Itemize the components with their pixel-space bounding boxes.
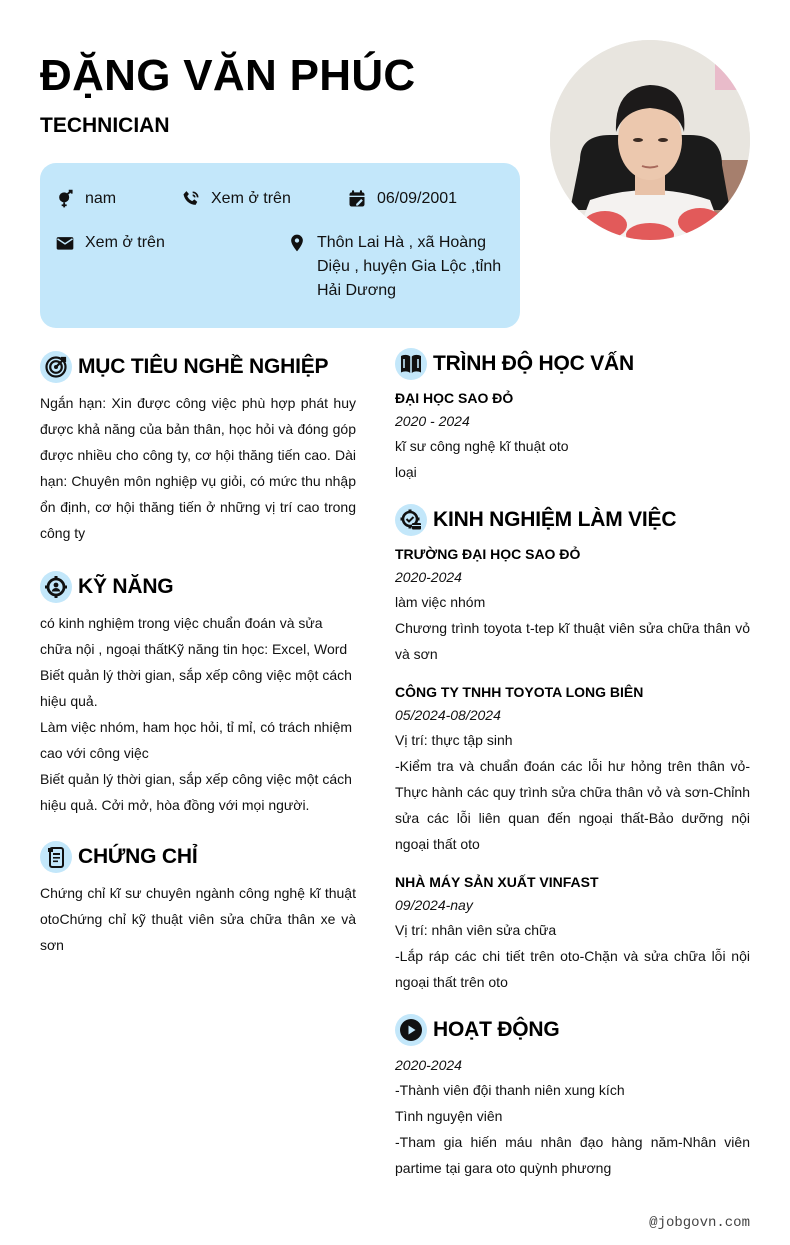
education-header — [395, 347, 750, 381]
objective-text: Ngắn hạn: Xin được công việc phù hợp phát huy được khả năng của bản thân, học hỏi và đóng góp được nhiều cho công ty, cơ hội thăng tiến cao. Dài hạn: Chuyên môn nghiệp vụ giỏi, có mức thu nhập ổn định, cơ hội thăng tiến ở những vị trí cao trong công ty — [40, 395, 356, 541]
education-period: 2020 - 2024 — [395, 413, 470, 429]
contact-info-panel — [40, 163, 520, 328]
activities-header — [395, 1013, 750, 1047]
avatar — [550, 40, 750, 240]
skill-line: Biết quản lý thời gian, sắp xếp công việc một cách hiệu quả. Cởi mở, hòa đồng với mọi người. — [40, 771, 352, 813]
book-icon — [395, 348, 427, 380]
right-column — [395, 347, 750, 1181]
skill-line: Làm việc nhóm, ham học hỏi, tỉ mỉ, có trách nhiệm cao với công việc — [40, 719, 353, 761]
gear-user-icon — [40, 571, 72, 603]
calendar-icon — [346, 188, 368, 210]
section-skills — [40, 570, 356, 818]
certificates-text: Chứng chỉ kĩ sư chuyên ngành công nghệ kĩ thuật otoChứng chỉ kỹ thuật viên sửa chữa thân xe và sơn — [40, 885, 356, 953]
address-value: Thôn Lai Hà , xã Hoàng Diệu , huyện Gia Lộc ,tỉnh Hải Dương — [317, 234, 502, 299]
school-name: ĐẠI HỌC SAO ĐỎ — [395, 390, 514, 406]
contact-phone — [180, 187, 291, 211]
location-pin-icon — [286, 232, 308, 254]
experience-desc: Chương trình toyota t-tep kĩ thuật viên sửa chữa thân vỏ và sơn — [395, 620, 750, 662]
experience-period: 05/2024-08/2024 — [395, 707, 501, 723]
objective-header — [40, 350, 356, 384]
activity-line: -Tham gia hiến máu nhân đạo hàng năm-Nhân viên partime tại gara oto quỳnh phương — [395, 1134, 750, 1176]
contact-birthday — [346, 187, 457, 211]
target-icon — [40, 351, 72, 383]
email-value[interactable]: Xem ở trên — [85, 234, 165, 251]
section-certificates — [40, 840, 356, 958]
certificates-header — [40, 840, 356, 874]
education-grade: loại — [395, 464, 417, 480]
experience-org: NHÀ MÁY SẢN XUẤT VINFAST — [395, 874, 599, 890]
job-title: TECHNICIAN — [40, 114, 170, 137]
skill-line: Biết quản lý thời gian, sắp xếp công việc một cách hiệu quả. — [40, 667, 352, 709]
footer-brand: @jobgovn.com — [649, 1215, 750, 1231]
experience-desc: -Kiểm tra và chuẩn đoán các lỗi hư hỏng trên thân vỏ-Thực hành các quy trình sửa chữa thân vỏ và sơn-Chỉnh sửa các lỗi liên quan đến ngoại thất-Bảo dưỡng nội ngoại thất oto — [395, 758, 750, 852]
experience-item — [395, 543, 750, 667]
contact-address — [286, 231, 506, 303]
envelope-icon — [54, 232, 76, 254]
activities-title: HOẠT ĐỘNG — [433, 1018, 560, 1041]
left-column — [40, 350, 356, 958]
certificates-title: CHỨNG CHỈ — [78, 845, 198, 868]
activity-line: -Thành viên đội thanh niên xung kích — [395, 1082, 625, 1098]
birthday-value: 06/09/2001 — [377, 190, 458, 207]
experience-role: Vị trí: thực tập sinh — [395, 732, 513, 748]
phone-value[interactable]: Xem ở trên — [211, 190, 291, 207]
skills-title: KỸ NĂNG — [78, 575, 174, 598]
experience-item — [395, 681, 750, 857]
experience-period: 09/2024-nay — [395, 897, 473, 913]
experience-header — [395, 503, 750, 537]
contact-email — [54, 231, 165, 255]
activity-line: Tình nguyện viên — [395, 1108, 503, 1124]
avatar-photo — [550, 40, 750, 240]
section-experience — [395, 503, 750, 995]
certificate-icon — [40, 841, 72, 873]
education-major: kĩ sư công nghệ kĩ thuật oto — [395, 438, 569, 454]
gear-check-icon — [395, 504, 427, 536]
education-title: TRÌNH ĐỘ HỌC VẤN — [433, 352, 634, 375]
section-activities — [395, 1013, 750, 1181]
play-circle-icon — [395, 1014, 427, 1046]
experience-role: làm việc nhóm — [395, 594, 486, 610]
candidate-name: ĐẶNG VĂN PHÚC — [40, 51, 416, 100]
activities-period: 2020-2024 — [395, 1057, 462, 1073]
section-education — [395, 347, 750, 485]
experience-org: CÔNG TY TNHH TOYOTA LONG BIÊN — [395, 684, 644, 700]
gender-icon — [54, 188, 76, 210]
experience-desc: -Lắp ráp các chi tiết trên oto-Chặn và sửa chữa lỗi nội ngoại thất trên oto — [395, 948, 750, 990]
experience-title: KINH NGHIỆM LÀM VIỆC — [433, 508, 677, 531]
contact-gender — [54, 187, 116, 211]
gender-value: nam — [85, 190, 117, 207]
experience-item — [395, 871, 750, 995]
experience-period: 2020-2024 — [395, 569, 462, 585]
objective-title: MỤC TIÊU NGHỀ NGHIỆP — [78, 355, 329, 378]
experience-role: Vị trí: nhân viên sửa chữa — [395, 922, 557, 938]
section-objective — [40, 350, 356, 546]
skill-line: có kinh nghiệm trong việc chuẩn đoán và sửa chữa nội , ngoại thấtKỹ năng tin học: Excel, Word — [40, 615, 348, 657]
experience-org: TRƯỜNG ĐẠI HỌC SAO ĐỎ — [395, 546, 581, 562]
skills-header — [40, 570, 356, 604]
phone-icon — [180, 188, 202, 210]
